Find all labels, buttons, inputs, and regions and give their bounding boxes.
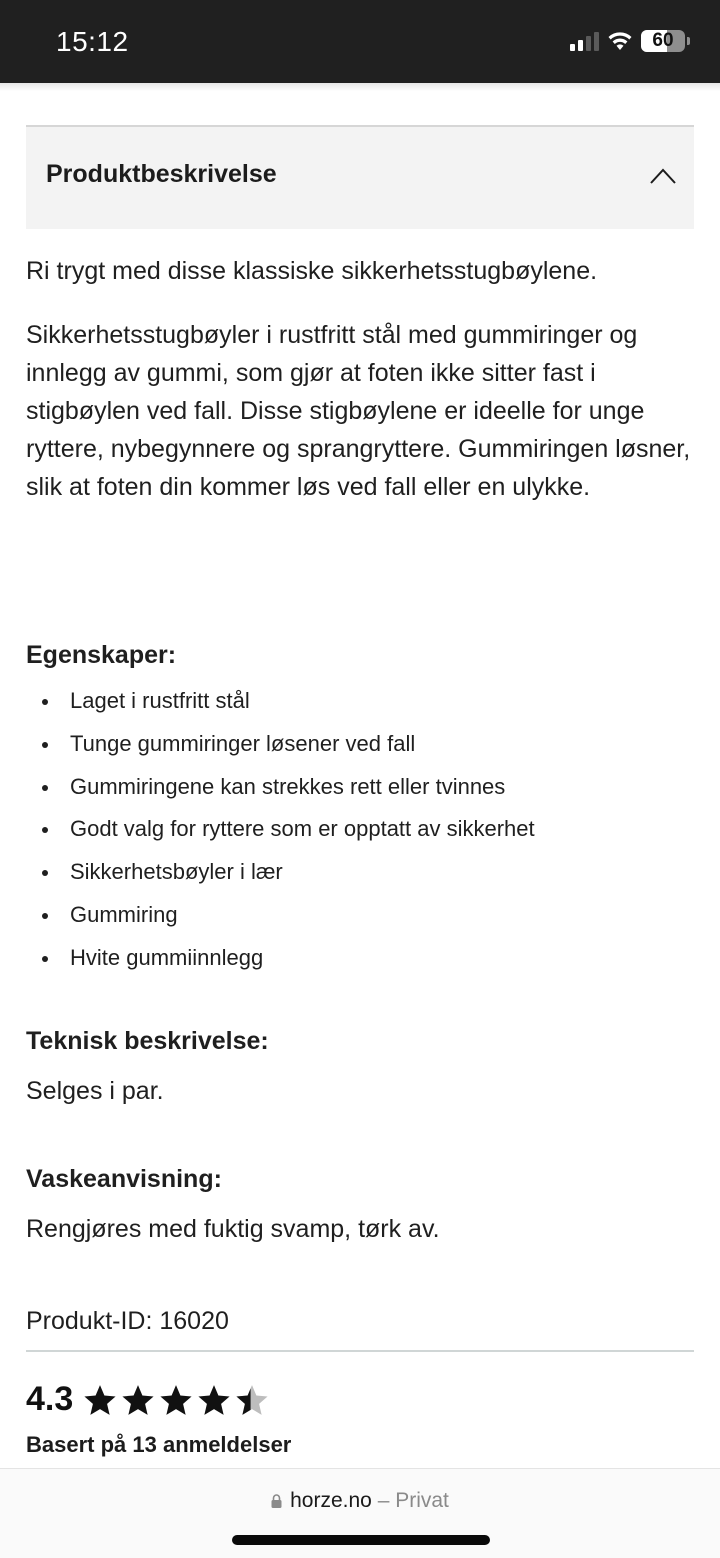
reviews-count[interactable]: Basert på 13 anmeldelser [26,1432,292,1457]
star-partial-icon [235,1383,269,1417]
accordion-product-description[interactable] [26,125,694,229]
toolbar-shadow [0,83,720,91]
technical-heading: Teknisk beskrivelse: [26,1027,269,1055]
divider [26,1350,694,1352]
battery-tip [687,37,690,45]
description-intro: Ri trygt med disse klassiske sikkerhetsstugbøylene. [26,257,598,285]
star-filled-icon [121,1383,155,1417]
status-bar [0,0,720,83]
battery-percent: 60 [652,30,674,51]
private-mode-label: – Privat [377,1489,449,1512]
star-filled-icon [83,1383,117,1417]
feature-item: Tunge gummiringer løsener ved fall [26,723,535,766]
home-indicator[interactable] [232,1535,490,1545]
url-domain: horze.no [290,1489,372,1512]
feature-item: Godt valg for ryttere som er opptatt av sikkerhet [26,808,535,851]
accordion-title: Produktbeskrivelse [46,160,277,188]
feature-item: Gummiring [26,894,535,937]
feature-item: Sikkerhetsbøyler i lær [26,851,535,894]
feature-item: Gummiringene kan strekkes rett eller tvinnes [26,766,535,809]
rating-stars [83,1383,269,1417]
signal-icon [570,31,599,51]
browser-address-bar[interactable] [0,1468,720,1558]
battery-icon [641,30,685,52]
rating-summary[interactable] [26,1380,269,1419]
rating-score: 4.3 [26,1380,74,1418]
product-id: Produkt-ID: 16020 [26,1307,229,1335]
washing-heading: Vaskeanvisning: [26,1165,222,1193]
chevron-up-icon[interactable] [650,167,676,185]
washing-value: Rengjøres med fuktig svamp, tørk av. [26,1215,440,1243]
status-icons [570,30,690,52]
url-display[interactable] [0,1489,720,1513]
features-heading: Egenskaper: [26,641,177,669]
features-list [26,680,535,980]
star-filled-icon [197,1383,231,1417]
feature-item: Hvite gummiinnlegg [26,937,535,980]
star-filled-icon [159,1383,193,1417]
technical-value: Selges i par. [26,1077,164,1105]
feature-item: Laget i rustfritt stål [26,680,535,723]
lock-icon [271,1494,282,1508]
description-body: Sikkerhetsstugbøyler i rustfritt stål med gummiringer og innlegg av gummi, som gjør at foten ikke sitter fast i stigbøylen ved fall. Disse stigbøylene er ideelle for unge ryttere, nybegynnere og sprangryttere. Gummiringen løsner, slik at foten din kommer løs ved fall eller en ulykke. [26,321,691,501]
status-time: 15:12 [56,26,129,57]
wifi-icon [607,31,633,51]
